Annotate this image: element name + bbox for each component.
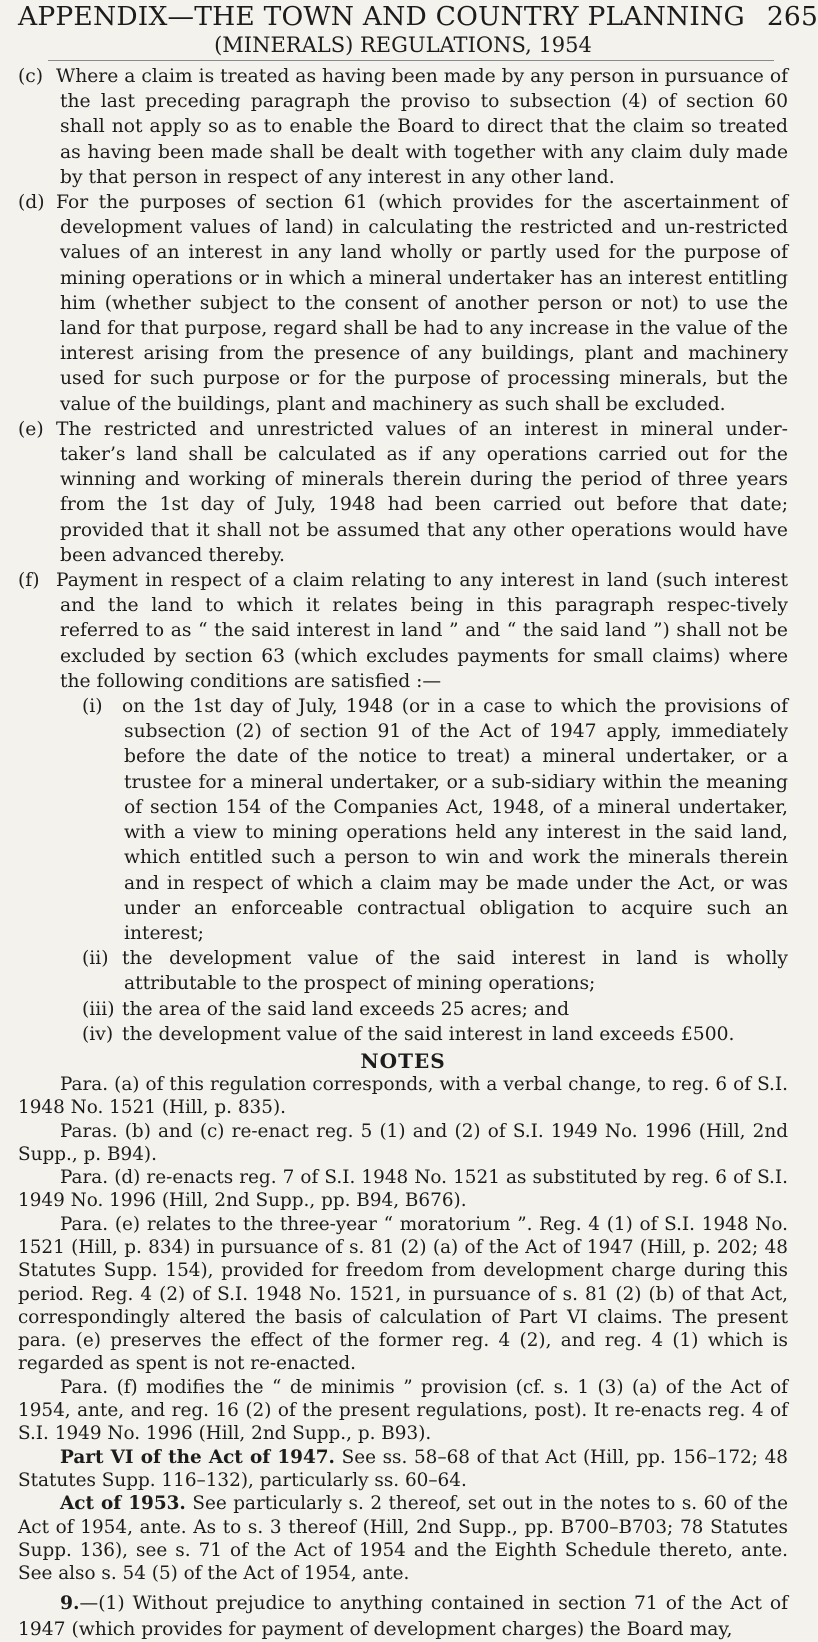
header-title-line-2: (MINERALS) REGULATIONS, 1954 (214, 33, 592, 57)
clause-text: Where a claim is treated as having been made by any person in pursuance of the last preceding paragraph the proviso to subsection (4) of section 60 shall not apply so as to enable the Board to direct that the claim so treated as having been made shall be dealt with together with any claim duly made by that person in respect of any interest in any other land. (56, 66, 788, 188)
subclause-label: (iv) (82, 1023, 114, 1045)
note-para-e (18, 1213, 788, 1376)
clause-c (18, 64, 788, 190)
subclause-label: (ii) (82, 948, 109, 970)
note-text: Para. (e) relates to the three-year “ moratorium ”. Reg. 4 (1) of S.I. 1948 No. 1521 (Hill, p. 834) in pursuance of s. 81 (2) (a) of the Act of 1947 (Hill, p. 202; 48 Statutes Supp. 154), provided for freedom from development charge during this period. Reg. 4 (2) of S.I. 1948 No. 1521, in pursuance of s. 81 (2) (b) of that Act, correspondingly altered the basis of calculation of Part VI claims. The present para. (e) preserves the effect of the former reg. 4 (2), and reg. 4 (1) which is regarded as spent is not re-enacted. (18, 1213, 788, 1375)
note-para-d (18, 1166, 788, 1213)
notes-heading: NOTES (360, 1048, 446, 1073)
note-text: Para. (f) modifies the “ de minimis ” provision (cf. s. 1 (3) (a) of the Act of 1954, ante, and reg. 16 (2) of the present regulations, post). It re-enacts reg. 4 of S.I. 1949 No. 1996 (Hill, 2nd Supp., p. B93). (18, 1376, 788, 1445)
note-act-1953 (18, 1492, 788, 1585)
clause-label: (e) (18, 418, 44, 440)
note-text: Paras. (b) and (c) re-enact reg. 5 (1) and (2) of S.I. 1949 No. 1996 (Hill, 2nd Supp., p. B94). (18, 1120, 788, 1165)
note-text: Para. (a) of this regulation corresponds, with a verbal change, to reg. 6 of S.I. 1948 No. 1521 (Hill, p. 835). (18, 1073, 788, 1119)
clause-text: For the purposes of section 61 (which provides for the ascertainment of development values of land) in calculating the restricted and un-restricted values of an interest in any land wholly or partly used for the purpose of mining operations or in which a mineral undertaker has an interest entitling him (whether subject to the consent of another person or not) to use the land for that purpose, regard shall be had to any increase in the value of the interest arising from the presence of any buildings, plant and machinery used for such purpose or for the purpose of processing minerals, but the value of the buildings, plant and machinery as such shall be excluded. (56, 192, 788, 415)
clause-label: (f) (18, 570, 40, 592)
subclause-text: the area of the said land exceeds 25 acres; and (122, 998, 570, 1020)
subclause-ii (82, 946, 788, 996)
note-part-vi (18, 1446, 788, 1493)
note-lead: Act of 1953. (60, 1493, 186, 1515)
subclause-text: the development value of the said interest in land exceeds £500. (122, 1023, 735, 1045)
clause-label: (c) (18, 66, 44, 87)
section-9 (18, 1591, 788, 1641)
section-text: —(1) Without prejudice to anything contained in section 71 of the Act of 1947 (which provides for payment of development charges) the Board may, (18, 1593, 788, 1640)
notes-list (18, 1073, 788, 1586)
subclause-text: the development value of the said interest in land is wholly attributable to the prospect of mining operations; (122, 948, 788, 995)
note-text: See particularly s. 2 thereof, set out in the notes to s. 60 of the Act of 1954, ante. As to s. 3 thereof (Hill, 2nd Supp., pp. B700–B703; 78 Statutes Supp. 136), see s. 71 of the Act of 1954 and the Eighth Schedule thereto, ante. See also s. 54 (5) of the Act of 1954, ante. (18, 1493, 788, 1585)
subclause-list (18, 694, 788, 1047)
page-number: 265 (766, 1, 818, 32)
header-title-line-1: APPENDIX—THE TOWN AND COUNTRY PLANNING (18, 1, 745, 32)
note-lead: Part VI of the Act of 1947. (60, 1446, 335, 1468)
note-para-f (18, 1376, 788, 1446)
section-number: 9. (60, 1592, 80, 1615)
clause-e (18, 417, 788, 568)
running-header (18, 0, 818, 61)
subclause-iv (82, 1022, 788, 1047)
note-text: Para. (d) re-enacts reg. 7 of S.I. 1948 No. 1521 as substituted by reg. 6 of S.I. 1949 No. 1996 (Hill, 2nd Supp., pp. B94, B676). (18, 1167, 788, 1212)
clause-label: (d) (18, 192, 45, 214)
clause-text: Payment in respect of a claim relating to any interest in land (such interest and the land to which it relates being in this paragraph respec-tively referred to as “ the said interest in land ” and “ the said land ”) shall not be excluded by section 63 (which excludes payments for small claims) where the following conditions are satisfied :— (56, 570, 788, 692)
note-text: See ss. 58–68 of that Act (Hill, pp. 156–172; 48 Statutes Supp. 116–132), particularly ss. 60–64. (18, 1446, 788, 1491)
subclause-label: (iii) (82, 998, 115, 1020)
clause-text: The restricted and unrestricted values of an interest in mineral under-taker’s land shall be calculated as if any operations carried out for the winning and working of minerals therein during the period of three years from the 1st day of July, 1948 had been carried out before that date; provided that it shall not be assumed that any other operations would have been advanced thereby. (56, 418, 788, 566)
subclause-i (82, 694, 788, 946)
note-para-a (18, 1073, 788, 1120)
header-rule (48, 60, 774, 61)
header-line-1 (18, 1, 818, 32)
subclause-label: (i) (82, 696, 103, 718)
subclause-iii (82, 997, 788, 1022)
clause-f (18, 568, 788, 694)
clause-d (18, 190, 788, 417)
note-paras-b-c (18, 1120, 788, 1167)
subclause-text: on the 1st day of July, 1948 (or in a case to which the provisions of subsection (2) of section 91 of the Act of 1947 apply, immediately before the date of the notice to treat) a mineral undertaker, or a trustee for a mineral undertaker, or a sub-sidiary within the meaning of section 154 of the Companies Act, 1948, of a mineral undertaker, with a view to mining operations held any interest in the said land, which entitled such a person to win and work the minerals therein and in respect of which a claim may be made under the Act, or was under an enforceable contractual obligation to acquire such an interest; (122, 696, 788, 944)
clause-list (18, 64, 788, 694)
